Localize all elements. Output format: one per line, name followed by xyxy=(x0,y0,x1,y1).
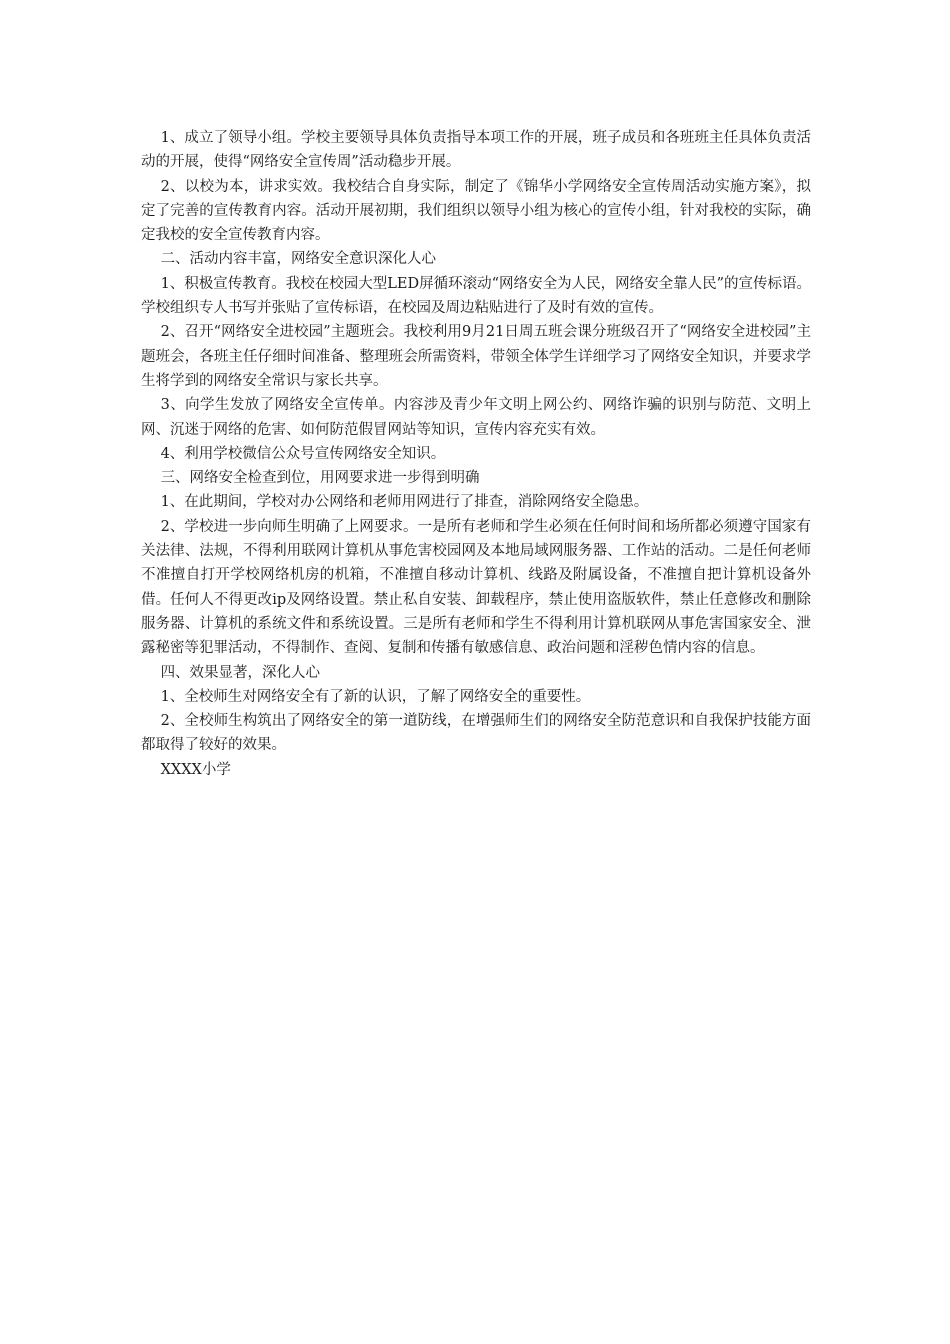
section-heading-activities: 二、活动内容丰富，网络安全意识深化人心 xyxy=(160,251,437,268)
paragraph-network-rules: 2、学校进一步向师生明确了上网要求。一是所有老师和学生必须在任何时间和场所都必须遵守国家有关法律、法规，不得利用联网计算机从事危害校园网及本地局域网服务器、工作站的活动。二是任何老师不准擅自打开学校网络机房的机箱，不准擅自移动计算机、线路及附属设备，不准擅自把计算机设备外借。任何人不得更改ip及网络设置。禁止私自安装、卸载程序，禁止使用盗版软件，禁止任意修改和删除服务器、计算机的系统文件和系统设置。三是所有老师和学生不得利用计算机联网从事危害国家安全、泄露秘密等犯罪活动，不得制作、查阅、复制和传播有敏感信息、政治问题和淫秽色情内容的信息。 xyxy=(141,518,811,657)
section-heading-inspection: 三、网络安全检查到位，用网要求进一步得到明确 xyxy=(160,470,480,487)
document-body xyxy=(141,126,811,782)
paragraph-wechat: 4、利用学校微信公众号宣传网络安全知识。 xyxy=(160,445,446,462)
paragraph-leadership-group: 1、成立了领导小组。学校主要领导具体负责指导本项工作的开展，班子成员和各班班主任具体负责活动的开展，使得“网络安全宣传周”活动稳步开展。 xyxy=(141,130,811,171)
paragraph-awareness: 1、全校师生对网络安全有了新的认识，了解了网络安全的重要性。 xyxy=(160,688,591,705)
paragraph-publicity: 1、积极宣传教育。我校在校园大型LED屏循环滚动“网络安全为人民，网络安全靠人民”的宣传标语。学校组织专人书写并张贴了宣传标语，在校园及周边粘贴进行了及时有效的宣传。 xyxy=(141,275,811,317)
signature-school-name: XXXX小学 xyxy=(160,761,231,778)
paragraph-network-check: 1、在此期间，学校对办公网络和老师用网进行了排查，消除网络安全隐患。 xyxy=(160,494,649,511)
paragraph-leaflets: 3、向学生发放了网络安全宣传单。内容涉及青少年文明上网公约、网络诈骗的识别与防范、文明上网、沉迷于网络的危害、如何防范假冒网站等知识，宣传内容充实有效。 xyxy=(141,397,811,438)
section-heading-results: 四、效果显著，深化人心 xyxy=(160,664,321,681)
paragraph-school-based: 2、以校为本，讲求实效。我校结合自身实际，制定了《锦华小学网络安全宣传周活动实施方案》，拟定了完善的宣传教育内容。活动开展初期，我们组织以领导小组为核心的宣传小组，针对我校的实际，确定我校的安全宣传教育内容。 xyxy=(141,178,811,244)
paragraph-defense-line: 2、全校师生构筑出了网络安全的第一道防线，在增强师生们的网络安全防范意识和自我保护技能方面都取得了较好的效果。 xyxy=(141,713,811,754)
paragraph-class-meeting: 2、召开“网络安全进校园”主题班会。我校利用9月21日周五班会课分班级召开了“网络安全进校园”主题班会，各班主任仔细时间准备、整理班会所需资料，带领全体学生详细学习了网络安全知识，并要求学生将学到的网络安全常识与家长共享。 xyxy=(141,324,811,389)
